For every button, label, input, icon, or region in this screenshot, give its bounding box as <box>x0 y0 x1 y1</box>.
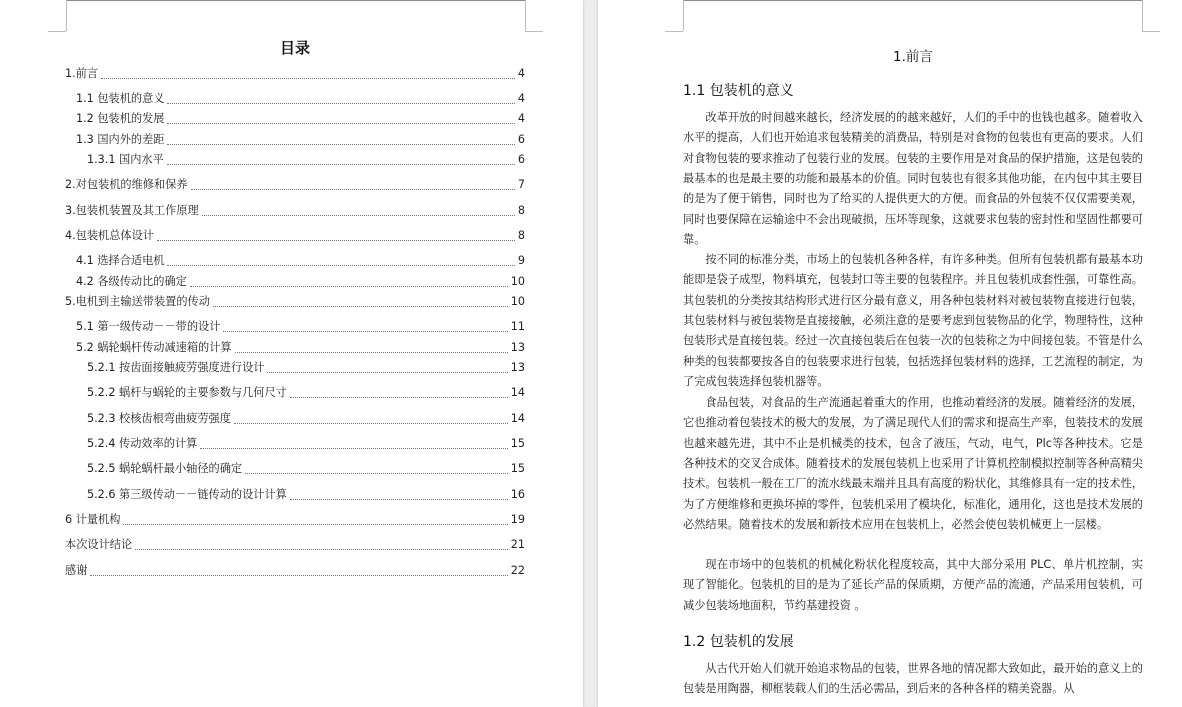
crop-mark <box>683 0 684 31</box>
toc-leader <box>267 371 507 373</box>
toc-leader <box>191 188 515 190</box>
toc-entry[interactable]: 感谢 22 <box>65 564 525 577</box>
crop-mark <box>525 0 526 31</box>
toc-entry[interactable]: 4.包装机总体设计 8 <box>65 229 525 242</box>
chapter-title: 1.前言 <box>893 49 933 65</box>
page-top-border <box>683 0 1143 1</box>
toc-leader <box>234 422 508 424</box>
toc-leader <box>290 498 508 500</box>
toc-leader <box>157 239 515 241</box>
toc-leader <box>200 447 507 449</box>
toc-entry[interactable]: 4.2 各级传动比的确定 10 <box>76 275 525 288</box>
toc-entry[interactable]: 5.2.3 校核齿根弯曲疲劳强度 14 <box>87 412 525 425</box>
toc-entry[interactable]: 5.1 第一级传动－－带的设计 11 <box>76 320 525 333</box>
toc-leader <box>202 214 515 216</box>
crop-mark <box>66 0 67 31</box>
toc-entry[interactable]: 本次设计结论 21 <box>65 538 525 551</box>
toc-entry[interactable]: 5.2.2 蜗杆与蜗轮的主要参数与几何尺寸 14 <box>87 386 525 399</box>
toc-entry[interactable]: 6 计量机构 19 <box>65 513 525 526</box>
toc-leader <box>135 548 508 550</box>
toc-leader <box>190 285 508 287</box>
toc-entry[interactable]: 1.1 包装机的意义 4 <box>76 92 525 105</box>
toc-entry[interactable]: 5.2.1 按齿面接触疲劳强度进行设计 13 <box>87 361 525 374</box>
toc-leader <box>223 330 507 332</box>
body-paragraph: 按不同的标准分类，市场上的包装机各种各样，有许多种类。但所有包装机都有最基本功能即是袋子成型，物料填充，包装封口等主要的包装程序。并且包装机成套性强，可靠性高。其包装机的分类按其结构形式进行区分最有意义，用各种包装材料对被包装物直接进行包装，其包装材料与被包装物是直接接触，必须注意的是要考虑到包装物品的化学，物理特性，这种包装形式是直接包装。经过一次直接包装后在包装一次的包装称之为中间接包装。不管是什么种类的包装都要按各自的包装要求进行包装，包括选择包装材料的选择，工艺流程的制定，为了完成包装选择包装机器等。 <box>683 253 1143 389</box>
toc-leader <box>290 396 508 398</box>
toc-leader <box>245 472 508 474</box>
body-paragraph: 从古代开始人们就开始追求物品的包装，世界各地的情况都大致如此，最开始的意义上的包装是用陶器，柳框装载人们的生活必需品，到后来的各种各样的精美瓷器。从 <box>683 662 1143 696</box>
toc-leader <box>101 77 515 79</box>
toc-entry[interactable]: 5.电机到主输送带装置的传动 10 <box>65 295 525 308</box>
section-title: 1.1 包装机的意义 <box>683 83 794 99</box>
body-paragraph: 改革开放的时间越来越长，经济发展的的越来越好，人们的手中的也钱也越多。随着收入水平的提高，人们也开始追求包装精美的消费品，特别是对食物的包装也有更高的要求。人们对食物包装的要求推动了包装行业的发展。包装的主要作用是对食品的保护措施，这是包装的最基本的也是最主要的功能和最基本的价值。同时包装也有很多其他功能，在内包中其主要目的是为了便于销售，同时也为了给买的人提供更大的方便。而食品的外包装不仅仅需要美观，同时也要保障在运输途中不会出现破损，压坏等现象，这就要求包装的密封性和坚固性都要可靠。 <box>683 111 1143 247</box>
toc-entry[interactable]: 1.3 国内外的差距 6 <box>76 133 525 146</box>
toc-leader <box>235 351 508 353</box>
body-paragraph: 现在市场中的包装机的机械化粉状化程度较高，其中大部分采用 PLC、单片机控制，实现了智能化。包装机的目的是为了延长产品的保质期，方便产品的流通，产品采用包装机，可减少包装场地面积，节约基建投资 。 <box>683 558 1143 612</box>
toc-leader <box>167 163 515 165</box>
crop-mark <box>525 31 543 32</box>
toc-entry[interactable]: 4.1 选择合适电机 9 <box>76 254 525 267</box>
toc-leader <box>167 122 514 124</box>
toc-leader <box>167 264 514 266</box>
toc-entry[interactable]: 1.3.1 国内水平 6 <box>87 153 525 166</box>
toc-title: 目录 <box>279 39 310 57</box>
crop-mark <box>1142 31 1160 32</box>
toc-leader <box>213 305 508 307</box>
crop-mark <box>665 31 683 32</box>
section-title: 1.2 包装机的发展 <box>683 634 794 650</box>
toc-entry[interactable]: 1.2 包装机的发展 4 <box>76 112 525 125</box>
crop-mark <box>1142 0 1143 31</box>
toc-entry[interactable]: 2.对包装机的维修和保养 7 <box>65 178 525 191</box>
toc-entry[interactable]: 5.2.5 蜗轮蜗杆最小轴径的确定 15 <box>87 462 525 475</box>
toc-leader <box>167 102 514 104</box>
toc-leader <box>167 143 514 145</box>
toc-entry[interactable]: 3.包装机装置及其工作原理 8 <box>65 204 525 217</box>
toc-entry[interactable]: 5.2 蜗轮蜗杆传动减速箱的计算 13 <box>76 341 525 354</box>
toc-leader <box>90 574 507 576</box>
toc-leader <box>123 523 507 525</box>
toc-entry[interactable]: 5.2.6 第三级传动－－链传动的设计计算 16 <box>87 488 525 501</box>
toc-entry[interactable]: 5.2.4 传动效率的计算 15 <box>87 437 525 450</box>
toc-entry[interactable]: 1.前言 4 <box>65 67 525 80</box>
crop-mark <box>48 31 66 32</box>
page-top-border <box>66 0 526 1</box>
body-paragraph: 食品包装，对食品的生产流通起着重大的作用，也推动着经济的发展。随着经济的发展，它也推动着包装技术的极大的发展，为了满足现代人们的需求和提高生产率，包装技术的发展也越来越先进，其中不止是机械类的技术，包含了液压，气动，电气，Plc等各种技术。它是各种技术的交叉合成体。随着技术的发展包装机上也采用了计算机控制模拟控制等各种高精尖技术。包装机一般在工厂的流水线最末端并且具有高度的粉状化，其维修具有一定的技术性，为了方便维修和更换坏掉的零件，包装机采用了模块化，标准化，通用化，这也是技术发展的必然结果。随着技术的发展和新技术应用在包装机上，必然会使包装机械更上一层楼。 <box>683 396 1143 532</box>
